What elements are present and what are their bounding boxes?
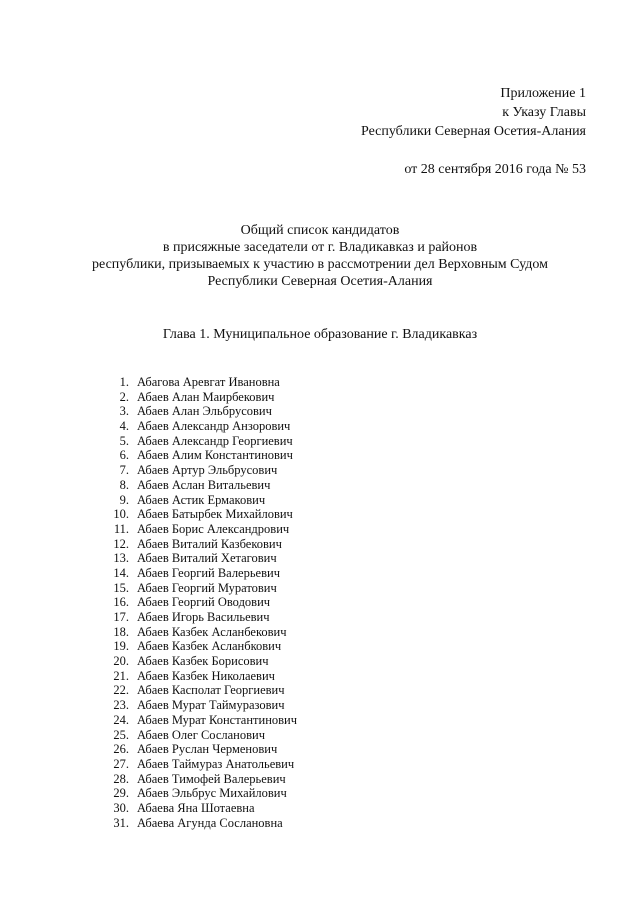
list-item-number: 18. bbox=[113, 624, 129, 639]
list-item bbox=[106, 434, 526, 449]
list-item-name: Абаев Виталий Казбекович bbox=[137, 536, 282, 551]
list-item bbox=[106, 522, 526, 537]
list-item-number: 28. bbox=[113, 771, 129, 786]
title-line: Республики Северная Осетия-Алания bbox=[207, 274, 433, 289]
list-item-number: 26. bbox=[113, 742, 129, 757]
list-item-number: 6. bbox=[119, 448, 129, 463]
list-item-name: Абаев Олег Сосланович bbox=[137, 727, 265, 742]
list-item bbox=[106, 713, 526, 728]
list-item bbox=[106, 493, 526, 508]
candidate-list bbox=[106, 375, 526, 830]
list-item bbox=[106, 801, 526, 816]
list-item-number: 20. bbox=[113, 654, 129, 669]
document-title bbox=[40, 222, 600, 290]
list-item bbox=[106, 595, 526, 610]
title-line: в присяжные заседатели от г. Владикавказ и районов bbox=[162, 240, 478, 255]
list-item-number: 7. bbox=[119, 463, 129, 478]
list-item bbox=[106, 390, 526, 405]
list-item-number: 23. bbox=[113, 698, 129, 713]
list-item-number: 13. bbox=[113, 551, 129, 566]
list-item bbox=[106, 610, 526, 625]
decree-date: от 28 сентября 2016 года № 53 bbox=[404, 162, 586, 177]
appendix-republic: Республики Северная Осетия-Алания bbox=[361, 124, 586, 139]
appendix-number: Приложение 1 bbox=[500, 86, 586, 101]
list-item-number: 29. bbox=[113, 786, 129, 801]
list-item bbox=[106, 419, 526, 434]
list-item-name: Абаев Казбек Асланбкович bbox=[137, 639, 282, 654]
list-item-number: 11. bbox=[113, 521, 129, 536]
list-item bbox=[106, 654, 526, 669]
list-item-number: 9. bbox=[119, 492, 129, 507]
list-item-name: Абаев Казбек Борисович bbox=[137, 654, 269, 669]
list-item-number: 15. bbox=[113, 580, 129, 595]
list-item-name: Абаев Алан Маирбекович bbox=[137, 389, 275, 404]
list-item-name: Абаев Мурат Константинович bbox=[137, 712, 298, 727]
list-item-number: 17. bbox=[113, 610, 129, 624]
list-item bbox=[106, 566, 526, 581]
list-item-number: 12. bbox=[113, 536, 129, 551]
list-item-name: Абаев Георгий Муратович bbox=[137, 580, 277, 595]
list-item-name: Абаева Агунда Сослановна bbox=[137, 815, 283, 830]
list-item-number: 8. bbox=[119, 477, 129, 492]
list-item bbox=[106, 478, 526, 493]
list-item bbox=[106, 683, 526, 698]
list-item bbox=[106, 786, 526, 801]
list-item-name: Абаев Таймураз Анатольевич bbox=[137, 756, 295, 771]
chapter-heading: Глава 1. Муниципальное образование г. Владикавказ bbox=[162, 327, 478, 342]
list-item-name: Абаев Казбек Асланбекович bbox=[137, 624, 287, 639]
list-item-name: Абаев Казбек Николаевич bbox=[137, 668, 275, 683]
list-item bbox=[106, 698, 526, 713]
list-item-name: Абаев Георгий Валерьевич bbox=[137, 565, 280, 580]
list-item-name: Абаев Руслан Черменович bbox=[137, 742, 278, 757]
list-item-number: 24. bbox=[113, 712, 129, 727]
list-item-name: Абаев Алим Константинович bbox=[137, 448, 293, 463]
list-item-name: Абаев Тимофей Валерьевич bbox=[137, 771, 286, 786]
list-item-name: Абаев Александр Анзорович bbox=[137, 419, 291, 434]
list-item bbox=[106, 507, 526, 522]
appendix-decree-ref: к Указу Главы bbox=[502, 105, 586, 120]
list-item bbox=[106, 551, 526, 566]
list-item-name: Абаева Яна Шотаевна bbox=[137, 800, 255, 815]
list-item-name: Абаев Игорь Васильевич bbox=[137, 610, 270, 624]
list-item-name: Абагова Аревгат Ивановна bbox=[137, 375, 280, 389]
list-item-number: 4. bbox=[119, 419, 129, 434]
list-item-number: 1. bbox=[119, 375, 129, 389]
list-item bbox=[106, 772, 526, 787]
list-item-name: Абаев Борис Александрович bbox=[137, 521, 290, 536]
list-item-number: 25. bbox=[113, 727, 129, 742]
list-item-name: Абаев Алан Эльбрусович bbox=[137, 404, 272, 419]
list-item-name: Абаев Александр Георгиевич bbox=[137, 433, 293, 448]
list-item-name: Абаев Георгий Оводович bbox=[137, 595, 271, 610]
list-item-number: 22. bbox=[113, 683, 129, 698]
list-item-number: 16. bbox=[113, 595, 129, 610]
list-item bbox=[106, 742, 526, 757]
list-item bbox=[106, 448, 526, 463]
list-item bbox=[106, 728, 526, 743]
list-item-number: 27. bbox=[113, 756, 129, 771]
list-item-number: 14. bbox=[113, 565, 129, 580]
list-item-number: 19. bbox=[113, 639, 129, 654]
list-item-number: 31. bbox=[113, 815, 129, 830]
list-item-number: 3. bbox=[119, 404, 129, 419]
list-item-number: 5. bbox=[119, 433, 129, 448]
list-item bbox=[106, 757, 526, 772]
list-item-name: Абаев Виталий Хетагович bbox=[137, 551, 277, 566]
list-item-name: Абаев Аслан Витальевич bbox=[137, 477, 271, 492]
title-line: Общий список кандидатов bbox=[240, 223, 400, 238]
list-item bbox=[106, 581, 526, 596]
list-item bbox=[106, 404, 526, 419]
list-item-number: 2. bbox=[119, 389, 129, 404]
list-item bbox=[106, 669, 526, 684]
list-item bbox=[106, 375, 526, 390]
list-item-name: Абаев Касполат Георгиевич bbox=[137, 683, 285, 698]
title-line: республики, призываемых к участию в рассмотрении дел Верховным Судом bbox=[92, 257, 548, 272]
list-item-name: Абаев Батырбек Михайлович bbox=[137, 507, 293, 522]
list-item-number: 21. bbox=[113, 668, 129, 683]
list-item bbox=[106, 816, 526, 831]
list-item-name: Абаев Астик Ермакович bbox=[137, 492, 266, 507]
appendix-header bbox=[286, 84, 586, 141]
list-item bbox=[106, 463, 526, 478]
list-item-name: Абаев Эльбрус Михайлович bbox=[137, 786, 287, 801]
list-item-number: 30. bbox=[113, 800, 129, 815]
list-item-number: 10. bbox=[113, 507, 129, 522]
list-item-name: Абаев Артур Эльбрусович bbox=[137, 463, 278, 478]
list-item bbox=[106, 625, 526, 640]
list-item-name: Абаев Мурат Таймуразович bbox=[137, 698, 285, 713]
list-item bbox=[106, 639, 526, 654]
list-item bbox=[106, 537, 526, 552]
